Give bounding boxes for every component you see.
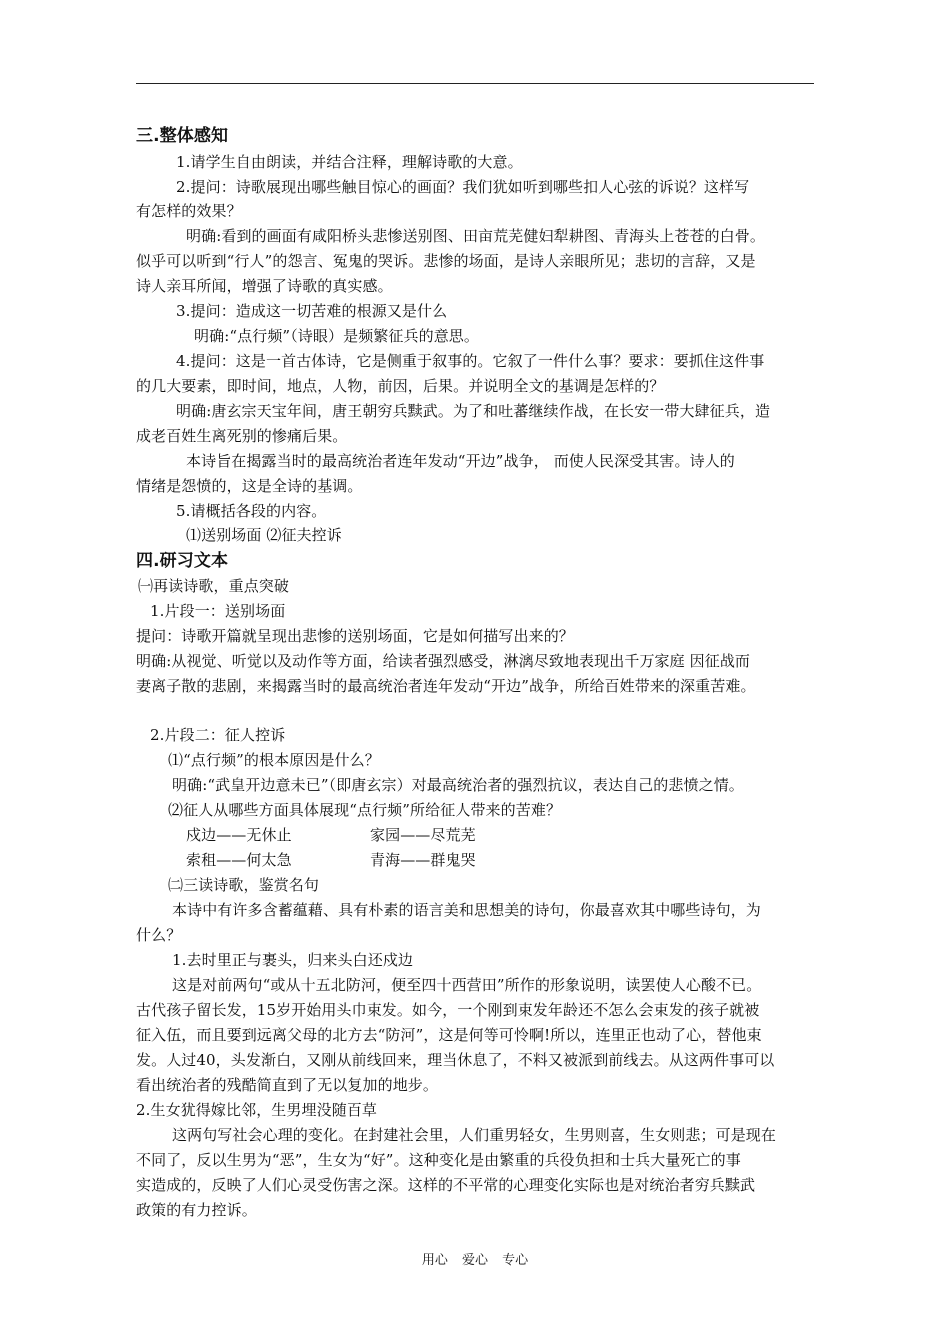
section-heading-4: 四.研习文本: [136, 551, 229, 571]
question-4-line-2: 的几大要素，即时间，地点，人物，前因，后果。并说明全文的基调是怎样的？: [136, 377, 665, 395]
question-4-line-1: 4.提问：这是一首古体诗，它是侧重于叙事的。它叙了一件什么事？要求：要抓住这件事: [176, 352, 765, 370]
subsection-1: ㈠再读诗歌，重点突破: [138, 577, 290, 595]
answer-3: 明确:“点行频”（诗眼）是频繁征兵的意思。: [194, 327, 479, 345]
answer-4-line-4: 情绪是怨愤的，这是全诗的基调。: [136, 477, 363, 495]
page-footer: 用心 爱心 专心: [421, 1253, 529, 1268]
famous-line-2-text-2: 不同了，反以生男为“恶”，生女为“好”。这种变化是由繁重的兵役负担和士兵大量死亡的事: [136, 1151, 741, 1169]
famous-line-1-title: 1.去时里正与裹头，归来头白还戍边: [172, 951, 414, 969]
pair-item: 家园——尽荒芜: [370, 826, 476, 844]
passage-2-answer-1: 明确:“武皇开边意未已”（即唐玄宗）对最高统治者的强烈抗议，表达自己的悲愤之情。: [172, 776, 744, 794]
answer-2-line-1: 明确:看到的画面有咸阳桥头悲惨送别图、田亩荒芜健妇犁耕图、青海头上苍苍的白骨。: [186, 227, 765, 245]
pair-item: 戍边——无休止: [186, 826, 292, 844]
intro-line-2: 什么？: [136, 926, 182, 944]
famous-line-2-text-3: 实造成的，反映了人们心灵受伤害之深。这样的不平常的心理变化实际也是对统治者穷兵黩武: [136, 1176, 756, 1194]
intro-line-1: 本诗中有许多含蓄蕴藉、具有朴素的语言美和思想美的诗句，你最喜欢其中哪些诗句，为: [172, 901, 761, 919]
famous-line-1-text-2: 古代孩子留长发，15岁开始用头巾束发。如今，一个刚到束发年龄还不怎么会束发的孩子就被: [136, 1001, 760, 1019]
passage-1-answer-line-1: 明确:从视觉、听觉以及动作等方面，给读者强烈感受，淋漓尽致地表现出千万家庭 因征战而: [136, 652, 751, 670]
pair-item: 索租——何太急: [186, 851, 292, 869]
famous-line-2-text-4: 政策的有力控诉。: [136, 1201, 257, 1219]
answer-4-line-2: 成老百姓生离死别的惨痛后果。: [136, 427, 348, 445]
subsection-2: ㈡三读诗歌，鉴赏名句: [168, 876, 320, 894]
famous-line-1-text-5: 看出统治者的残酷简直到了无以复加的地步。: [136, 1076, 439, 1094]
question-2-line-2: 有怎样的效果？: [136, 202, 242, 220]
famous-line-2-text-1: 这两句写社会心理的变化。在封建社会里，人们重男轻女，生男则喜，生女则悲；可是现在: [172, 1126, 777, 1144]
famous-line-1-text-1: 这是对前两句“或从十五北防河，便至四十西营田”所作的形象说明，读罢使人心酸不已。: [172, 976, 762, 994]
answer-5: ⑴送别场面 ⑵征夫控诉: [186, 526, 342, 544]
passage-1-title: 1.片段一：送别场面: [150, 602, 286, 620]
section-heading-3: 三.整体感知: [136, 126, 229, 146]
pair-item: 青海——群鬼哭: [370, 851, 476, 869]
header-rule: [136, 83, 814, 84]
question-5: 5.请概括各段的内容。: [176, 502, 327, 520]
answer-4-line-1: 明确:唐玄宗天宝年间，唐王朝穷兵黩武。为了和吐蕃继续作战，在长安一带大肆征兵，造: [176, 402, 771, 420]
passage-2-question-1: ⑴“点行频”的根本原因是什么？: [168, 751, 380, 769]
question-2-line-1: 2.提问：诗歌展现出哪些触目惊心的画面？我们犹如听到哪些扣人心弦的诉说？这样写: [176, 178, 750, 196]
answer-2-line-2: 似乎可以听到“行人”的怨言、冤鬼的哭诉。悲惨的场面，是诗人亲眼所见；悲切的言辞，又是: [136, 252, 756, 270]
question-3: 3.提问：造成这一切苦难的根源又是什么: [176, 302, 448, 320]
answer-2-line-3: 诗人亲耳所闻，增强了诗歌的真实感。: [136, 277, 393, 295]
question-1: 1.请学生自由朗读，并结合注释，理解诗歌的大意。: [176, 153, 523, 171]
answer-4-line-3: 本诗旨在揭露当时的最高统治者连年发动“开边”战争， 而使人民深受其害。诗人的: [186, 452, 735, 470]
famous-line-1-text-3: 征入伍，而且要到远离父母的北方去“防河”，这是何等可怜啊!所以，连里正也动了心，替他束: [136, 1026, 762, 1044]
famous-line-2-title: 2.生女犹得嫁比邻，生男埋没随百草: [136, 1101, 378, 1119]
passage-2-question-2: ⑵征人从哪些方面具体展现“点行频”所给征人带来的苦难？: [168, 801, 562, 819]
passage-2-title: 2.片段二：征人控诉: [150, 726, 286, 744]
famous-line-1-text-4: 发。人过40，头发渐白，又刚从前线回来，理当休息了，不料又被派到前线去。从这两件事可以: [136, 1051, 775, 1069]
passage-1-question: 提问：诗歌开篇就呈现出悲惨的送别场面，它是如何描写出来的？: [136, 627, 574, 645]
passage-1-answer-line-2: 妻离子散的悲剧，来揭露当时的最高统治者连年发动“开边”战争，所给百姓带来的深重苦难。: [136, 677, 756, 695]
